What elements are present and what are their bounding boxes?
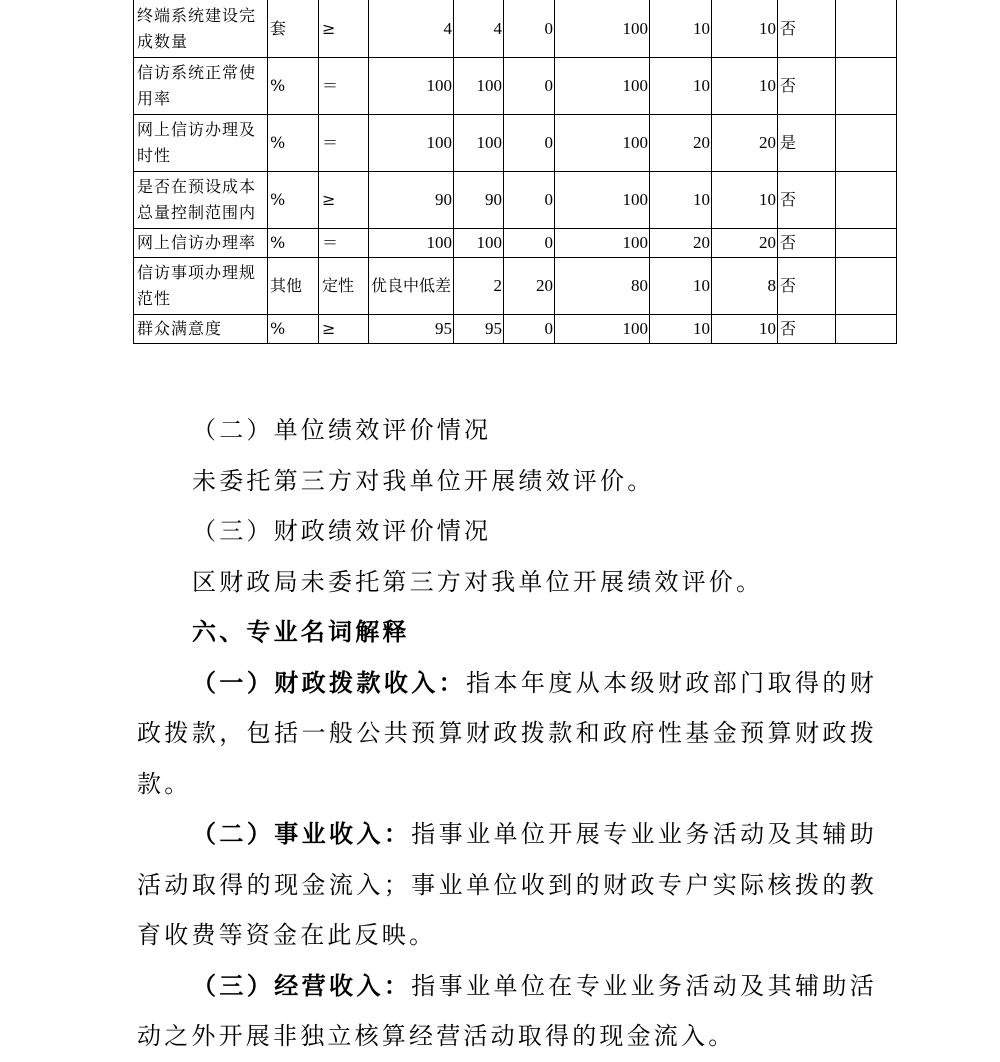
value-cell: 80 [555,258,650,315]
unit-cell: % [268,172,319,229]
operator-cell: ＝ [319,229,369,258]
actual-cell: 100 [454,229,504,258]
term-business-income [137,809,877,961]
score-cell: 10 [712,315,778,344]
value-cell: 0 [504,58,555,115]
indicator-name: 是否在预设成本总量控制范围内 [134,172,268,229]
value-cell: 0 [504,115,555,172]
weight-cell: 10 [650,58,712,115]
operator-cell: ≥ [319,315,369,344]
note-cell [836,58,897,115]
term-definition: 指本年度从本级财政部门取得的财政拨款，包括一般公共预算财政拨款和政府性基金预算财政拨款。 [137,668,878,798]
value-cell: 0 [504,315,555,344]
term-definition: 指事业单位开展专业业务活动及其辅助活动取得的现金流入；事业单位收到的财政专户实际核拨的教育收费等资金在此反映。 [137,820,877,949]
indicator-name: 网上信访办理率 [134,229,268,258]
document-body [137,405,877,1062]
unit-cell: % [268,315,319,344]
value-cell: 100 [555,58,650,115]
note-cell [836,0,897,58]
weight-cell: 10 [650,315,712,344]
score-cell: 8 [712,258,778,315]
actual-cell: 100 [454,115,504,172]
target-cell: 100 [369,58,454,115]
section-heading-glossary: 六、专业名词解释 [192,617,410,646]
operator-cell: 定性 [319,258,369,315]
term-label: （二）事业收入： [192,819,412,848]
value-cell: 100 [555,0,650,58]
value-cell: 0 [504,229,555,258]
section-heading-finance-evaluation: （三）财政绩效评价情况 [192,517,492,545]
score-cell: 10 [712,58,778,115]
actual-cell: 100 [454,58,504,115]
paragraph-unit-evaluation: 未委托第三方对我单位开展绩效评价。 [192,466,655,495]
unit-cell: % [268,229,319,258]
operator-cell: ＝ [319,58,369,115]
term-fiscal-appropriation [137,658,877,810]
operator-cell: ≥ [319,0,369,58]
term-definition: 指事业单位在专业业务活动及其辅助活动之外开展非独立核算经营活动取得的现金流入。 [137,971,877,1050]
score-cell: 10 [712,0,778,58]
table-row [134,0,897,58]
indicator-name: 信访系统正常使用率 [134,58,268,115]
target-cell: 4 [369,0,454,58]
indicator-name: 网上信访办理及时性 [134,115,268,172]
flag-cell: 否 [778,229,836,258]
weight-cell: 20 [650,115,712,172]
table-row [134,315,897,344]
actual-cell: 2 [454,258,504,315]
note-cell [836,315,897,344]
unit-cell: 其他 [268,258,319,315]
weight-cell: 10 [650,0,712,58]
flag-cell: 是 [778,115,836,172]
score-cell: 20 [712,115,778,172]
target-cell: 95 [369,315,454,344]
indicator-name: 终端系统建设完成数量 [134,0,268,58]
operator-cell: ＝ [319,115,369,172]
note-cell [836,115,897,172]
value-cell: 0 [504,172,555,229]
actual-cell: 4 [454,0,504,58]
unit-cell: % [268,58,319,115]
value-cell: 100 [555,115,650,172]
target-cell: 100 [369,229,454,258]
table-row [134,258,897,315]
indicator-name: 信访事项办理规范性 [134,258,268,315]
weight-cell: 10 [650,172,712,229]
term-operating-income [137,961,877,1062]
score-cell: 20 [712,229,778,258]
indicator-name: 群众满意度 [134,315,268,344]
note-cell [836,258,897,315]
value-cell: 100 [555,315,650,344]
target-cell: 优良中低差 [369,258,454,315]
flag-cell: 否 [778,172,836,229]
unit-cell: % [268,115,319,172]
value-cell: 20 [504,258,555,315]
actual-cell: 90 [454,172,504,229]
flag-cell: 否 [778,258,836,315]
table-row [134,115,897,172]
value-cell: 100 [555,172,650,229]
note-cell [836,229,897,258]
table-row [134,172,897,229]
table-row [134,58,897,115]
term-label: （一）财政拨款收入： [192,667,467,697]
flag-cell: 否 [778,58,836,115]
operator-cell: ≥ [319,172,369,229]
value-cell: 100 [555,229,650,258]
target-cell: 100 [369,115,454,172]
score-cell: 10 [712,172,778,229]
section-heading-unit-evaluation: （二）单位绩效评价情况 [192,416,492,444]
performance-indicator-table [133,0,897,344]
flag-cell: 否 [778,315,836,344]
term-label: （三）经营收入： [192,970,412,1000]
target-cell: 90 [369,172,454,229]
value-cell: 0 [504,0,555,58]
paragraph-finance-evaluation: 区财政局未委托第三方对我单位开展绩效评价。 [192,567,764,596]
actual-cell: 95 [454,315,504,344]
weight-cell: 10 [650,258,712,315]
note-cell [836,172,897,229]
flag-cell: 否 [778,0,836,58]
unit-cell: 套 [268,0,319,58]
table-row [134,229,897,258]
weight-cell: 20 [650,229,712,258]
